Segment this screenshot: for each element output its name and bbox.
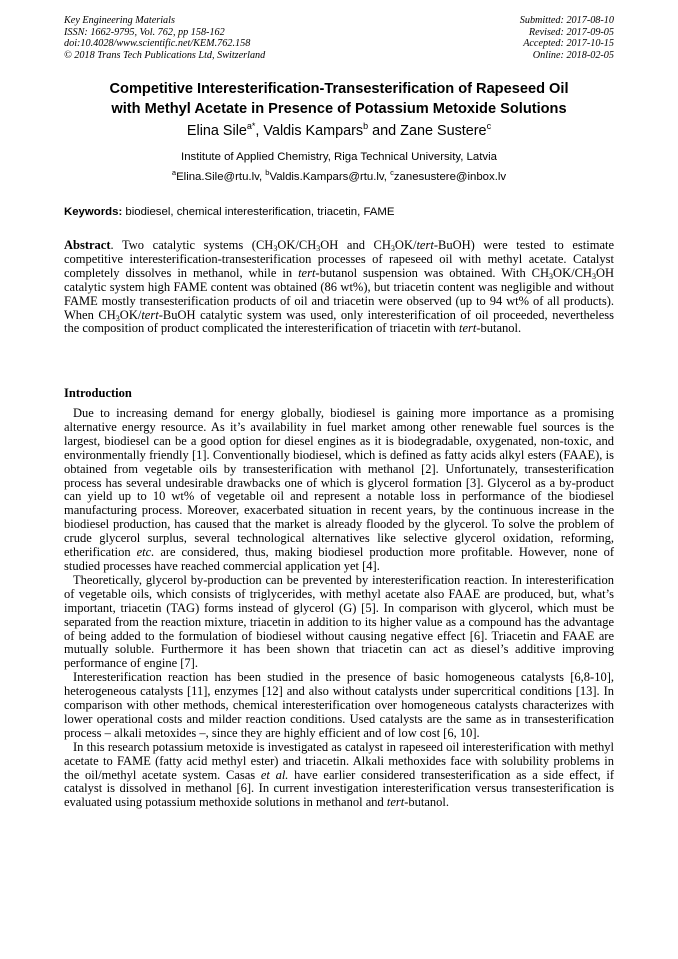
abstract-label: Abstract bbox=[64, 238, 111, 252]
journal-issn: ISSN: 1662-9795, Vol. 762, pp 158-162 bbox=[64, 26, 225, 38]
abstract-text: OK/CH bbox=[553, 265, 592, 280]
subscript: 3 bbox=[316, 244, 321, 253]
subscript: 3 bbox=[273, 244, 278, 253]
subscript: 3 bbox=[115, 313, 120, 323]
keywords-label: Keywords: bbox=[64, 206, 123, 218]
paper-title bbox=[40, 80, 638, 119]
author-3: Zane Sustere bbox=[400, 123, 487, 139]
abstract-text: OK/ bbox=[394, 238, 417, 252]
abstract-text: -butanol. bbox=[476, 321, 522, 336]
paragraph-text: are considered, thus, making biodiesel production more profitable. However, none of studied processes have reached commercial application yet [4]. bbox=[64, 545, 614, 573]
paragraph-text: have earlier considered transesterification as a side effect, if catalyst is dissolved in methanol [6]. In current investigation interesterification versus transesterification is evaluated using potassium methoxide solutions in methanol and bbox=[64, 767, 615, 810]
abstract-text: . Two catalytic systems (CH bbox=[110, 238, 274, 252]
paragraph-text: -butanol. bbox=[404, 795, 450, 810]
introduction-section bbox=[64, 407, 614, 810]
subscript: 3 bbox=[549, 271, 554, 281]
abstract-text: OH catalytic system high FAME content was obtained (86 wt%), but triacetin content was negligible and without FAME mostly transesterification products of oil and triacetin were observed (up to 94 wt% of all products). When CH bbox=[64, 265, 615, 322]
abstract-text: -butanol suspension was obtained. With CH bbox=[315, 265, 550, 280]
email-mark: c bbox=[390, 168, 394, 177]
subscript: 3 bbox=[591, 271, 596, 281]
abstract-text: OK/CH bbox=[277, 238, 317, 252]
author-emails bbox=[0, 170, 678, 184]
author-1-mark: a* bbox=[246, 121, 256, 131]
journal-doi: doi:10.4028/www.scientific.net/KEM.762.158 bbox=[64, 38, 251, 50]
subscript: 3 bbox=[390, 244, 395, 253]
author-2-mark: b bbox=[363, 121, 369, 131]
section-heading-introduction: Introduction bbox=[64, 386, 132, 400]
keywords bbox=[64, 205, 614, 219]
date-accepted: Accepted: 2017-10-15 bbox=[523, 38, 614, 50]
paragraph-italic: etc. bbox=[136, 545, 155, 560]
paragraph-italic: tert bbox=[386, 795, 405, 810]
author-list bbox=[0, 122, 678, 140]
title-line-1: Competitive Interesterification-Transesterification of Rapeseed Oil bbox=[109, 81, 569, 97]
paragraph: Theoretically, glycerol by-production can be prevented by interesterification reaction. In interesterification of vegetable oils, which consists of triglycerides, with methyl acetate also FAAE are produced, but, what’s important, triacetin (TAG) forms instead of glycerol (G) [5]. In comparison with glycerol, which must be separated from the reaction mixture, triacetin in addition to its higher value as a compound has the advantage of being added to the formulation of biodiesel without causing negative effect [6]. Triacetin and FAAE are mutually soluble. Furthermore it has been shown that triacetin can act as diesel’s additive improving performance of engine [7]. bbox=[64, 572, 614, 671]
paragraph-text: In this research potassium metoxide is investigated as catalyst in rapeseed oil interesterification with methyl acetate to FAME (fatty acid methyl ester) and triacetin. Alkali methoxides face with solubility problems in the oil/methyl acetate system. Casas bbox=[64, 739, 614, 782]
title-line-2: with Methyl Acetate in Presence of Potassium Metoxide Solutions bbox=[111, 100, 567, 117]
abstract-text: -BuOH) were tested to estimate competitive interesterification-transesterification processes of rapeseed oil with methyl acetate. Catalyst completely dissolves in methanol, while in bbox=[64, 238, 615, 280]
paragraph bbox=[64, 407, 614, 574]
email-mark: a bbox=[171, 168, 177, 177]
author-3-mark: c bbox=[486, 121, 492, 131]
author-separator: and bbox=[368, 123, 401, 139]
author-1: Elina Sile bbox=[186, 123, 247, 139]
abstract-italic: tert bbox=[416, 238, 434, 252]
paragraph bbox=[64, 741, 614, 811]
paragraph-italic: et al. bbox=[260, 767, 289, 782]
author-2: Valdis Kampars bbox=[263, 123, 364, 139]
abstract bbox=[64, 239, 614, 336]
journal-copyright: © 2018 Trans Tech Publications Ltd, Switzerland bbox=[64, 49, 266, 61]
keywords-text: biodiesel, chemical interesterification, triacetin, FAME bbox=[122, 206, 395, 218]
date-online: Online: 2018-02-05 bbox=[532, 49, 614, 61]
abstract-italic: tert bbox=[141, 307, 159, 322]
abstract-italic: tert bbox=[459, 321, 477, 336]
paragraph: Interesterification reaction has been studied in the presence of basic homogeneous catalysts [6,8-10], heterogeneous catalysts [11], enzymes [12] and also without catalysts under supercritical conditions [13]. In comparison with other methods, chemical interesterification over homogeneous catalysts characterizes with lower operational costs and milder reaction conditions. Used catalysts are the same as in transesterification process – alkali metoxides –, since they are highly efficient and of low cost [6, 10]. bbox=[64, 670, 614, 740]
email-2: Valdis.Kampars@rtu.lv, bbox=[269, 171, 391, 183]
paragraph-text: Due to increasing demand for energy globally, biodiesel is gaining more importance as a promising alternative energy resource. As it’s availability in fuel market among other renewable fuel sources is the largest, biodiesel can be a good option for diesel engines as it is biodegradable, oxygenated, non-toxic, and environmentally friendly [1]. Conventionally biodiesel, which is defined as fatty acids alkyl esters (FAAE), is obtained from vegetable oils by transesterification with methanol [2]. Unfortunately, transesterification process has several undesirable drawbacks one of which is glycerol formation [3]. Glycerol as a by-product can yield up to 10 wt% of vegetable oil and represent a notable loss in performance of the biodiesel manufacturing process. Moreover, exacerbated situation in recent years, by the continuous increase in the biodiesel production, has caused that the market is already flooded by the glycerol. To solve the problem of crude glycerol surplus, several technological alternatives like selective glycerol oxidation, reforming, etherification bbox=[64, 406, 614, 560]
email-1: Elina.Sile@rtu.lv, bbox=[176, 171, 266, 183]
abstract-italic: tert bbox=[298, 265, 316, 280]
author-separator: , bbox=[255, 123, 264, 139]
date-submitted: Submitted: 2017-08-10 bbox=[519, 15, 614, 26]
journal-name: Key Engineering Materials bbox=[64, 15, 175, 26]
date-revised: Revised: 2017-09-05 bbox=[528, 26, 614, 38]
submission-dates bbox=[520, 15, 614, 61]
affiliation: Institute of Applied Chemistry, Riga Technical University, Latvia bbox=[181, 151, 497, 163]
abstract-text: -BuOH catalytic system was used, only interesterification of oil proceeded, nevertheless the composition of product complicated the interesterification of triacetin with bbox=[64, 307, 614, 336]
email-3: zanesustere@inbox.lv bbox=[393, 171, 507, 183]
email-mark: b bbox=[265, 168, 270, 177]
abstract-text: OK/ bbox=[119, 307, 142, 322]
abstract-text: OH and CH bbox=[320, 238, 391, 252]
journal-info bbox=[64, 15, 265, 61]
